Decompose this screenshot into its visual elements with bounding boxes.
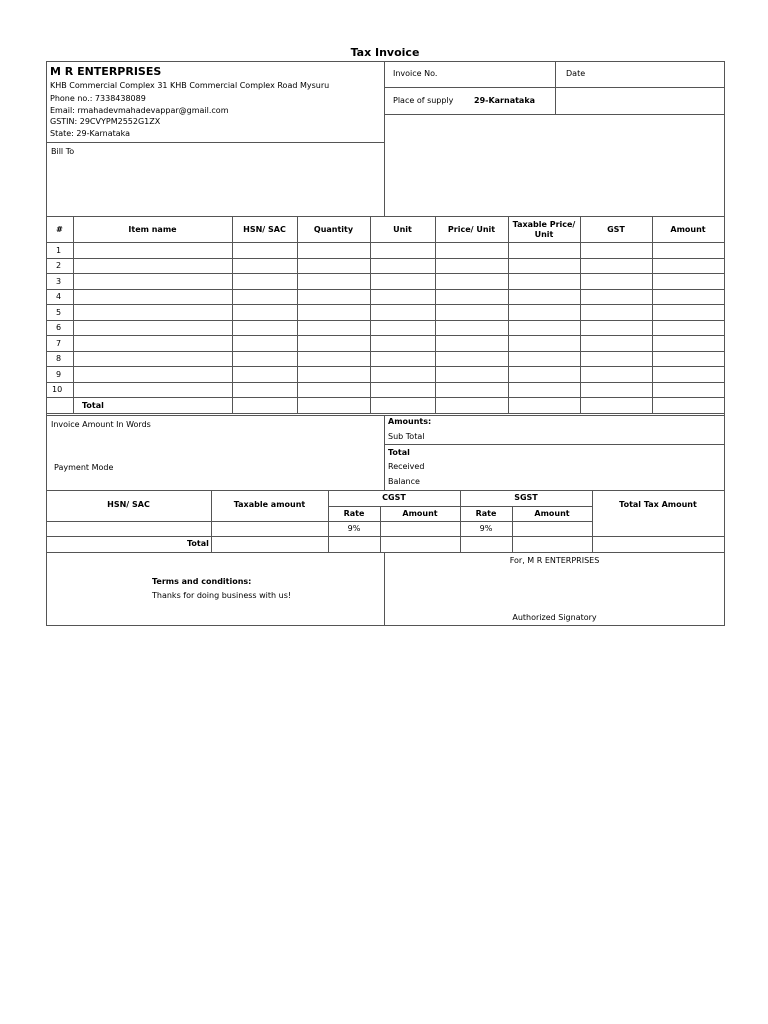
seller-name: M R ENTERPRISES — [50, 65, 162, 78]
seller-email: Email: rmahadevmahadevappar@gmail.com — [50, 106, 229, 115]
balance-label: Balance — [388, 477, 420, 486]
tax-col-cgst: CGST — [382, 493, 406, 502]
cgst-rate-value: 9% — [347, 524, 361, 533]
col-header-gst: GST — [607, 225, 625, 234]
sgst-rate-value: 9% — [479, 524, 493, 533]
col-header-quantity: Quantity — [313, 225, 354, 234]
row-number: 5 — [56, 308, 62, 317]
row-number: 3 — [56, 277, 62, 286]
terms-text: Thanks for doing business with us! — [152, 591, 292, 600]
place-of-supply-label: Place of supply — [393, 96, 454, 105]
bill-to-label: Bill To — [51, 147, 75, 156]
row-number: 9 — [56, 370, 62, 379]
col-header-taxable-price-unit: Taxable Price/ Unit — [512, 220, 576, 239]
signature-for-label: For, M R ENTERPRISES — [509, 556, 600, 565]
row-number: 8 — [56, 354, 62, 363]
document-title: Tax Invoice — [350, 46, 420, 59]
sub-total-label: Sub Total — [388, 432, 425, 441]
date-label: Date — [566, 69, 586, 78]
row-number: 2 — [56, 261, 62, 270]
seller-phone: Phone no.: 7338438089 — [50, 94, 146, 103]
col-header-hsn-sac: HSN/ SAC — [243, 225, 286, 234]
seller-gstin: GSTIN: 29CVYPM2552G1ZX — [50, 117, 161, 126]
col-header-amount: Amount — [670, 225, 706, 234]
tax-total-label: Total — [187, 539, 209, 548]
items-total-label: Total — [82, 401, 104, 410]
authorized-signatory-label: Authorized Signatory — [512, 613, 597, 622]
col-header-unit: Unit — [393, 225, 412, 234]
row-number: 7 — [56, 339, 62, 348]
total-label: Total — [388, 448, 410, 457]
col-header-item-name: Item name — [128, 225, 177, 234]
row-number: 1 — [56, 246, 62, 255]
row-number: 10 — [52, 385, 63, 394]
tax-col-taxable-amount: Taxable amount — [233, 500, 306, 509]
terms-heading: Terms and conditions: — [152, 577, 252, 586]
place-of-supply-value: 29-Karnataka — [474, 96, 536, 105]
payment-mode-label: Payment Mode — [54, 463, 114, 472]
sgst-rate-header: Rate — [475, 509, 497, 518]
amounts-heading: Amounts: — [388, 417, 432, 426]
invoice-amount-words-label: Invoice Amount In Words — [51, 420, 151, 429]
invoice-no-label: Invoice No. — [393, 69, 438, 78]
cgst-amount-header: Amount — [402, 509, 438, 518]
received-label: Received — [388, 462, 425, 471]
row-number: 6 — [56, 323, 62, 332]
tax-col-sgst: SGST — [514, 493, 538, 502]
row-number: 4 — [56, 292, 62, 301]
seller-state: State: 29-Karnataka — [50, 129, 131, 138]
sgst-amount-header: Amount — [534, 509, 570, 518]
cgst-rate-header: Rate — [343, 509, 365, 518]
col-header-price-unit: Price/ Unit — [447, 225, 496, 234]
seller-address: KHB Commercial Complex 31 KHB Commercial Complex Road Mysuru — [50, 81, 330, 90]
tax-col-total-tax: Total Tax Amount — [619, 500, 697, 509]
tax-col-hsn-sac: HSN/ SAC — [107, 500, 150, 509]
col-header-number: # — [56, 225, 63, 234]
